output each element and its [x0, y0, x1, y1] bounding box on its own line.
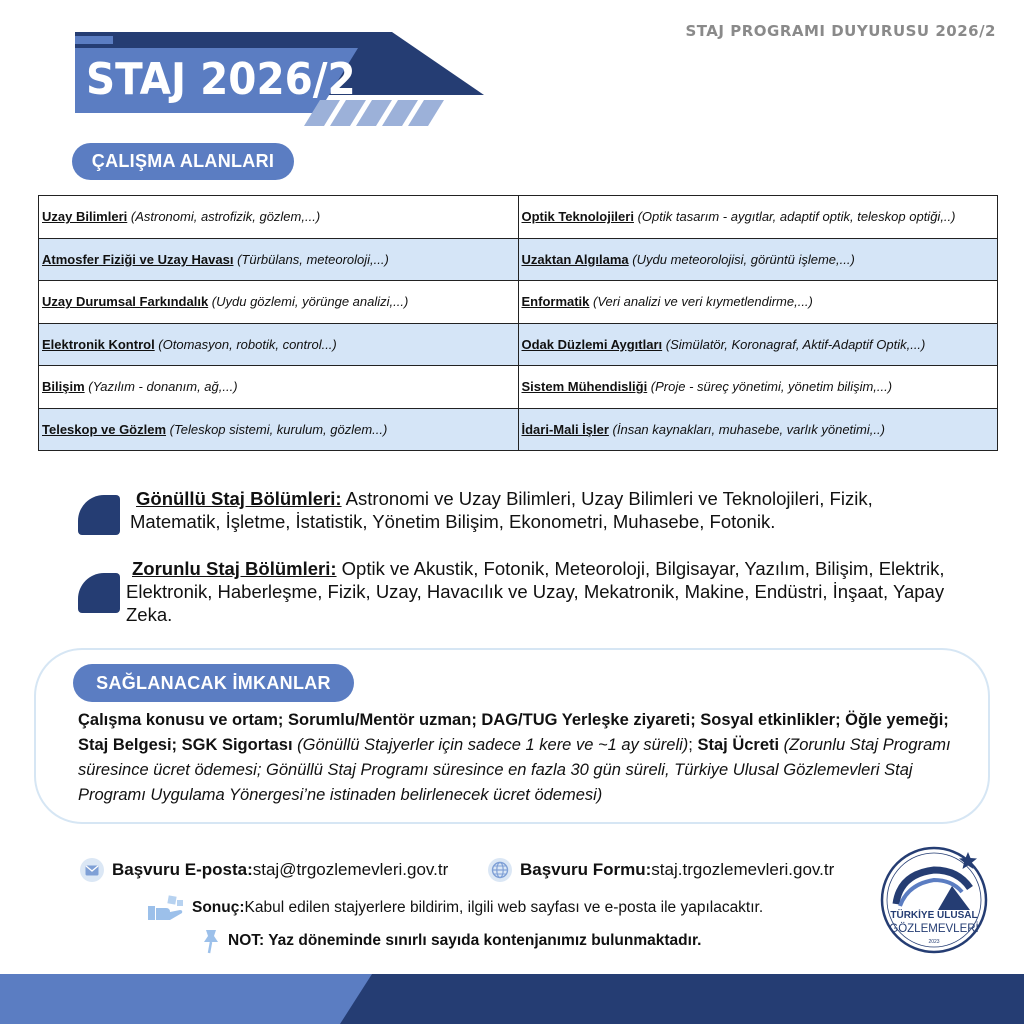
voluntary-list: Astronomi ve Uzay Bilimleri, Uzay Bilimleri ve Teknolojileri, Fizik, Matematik, İşletme, İstatistik, Yönetim Bilişim, Ekonometri, Muhasebe, Fotonik. [130, 488, 873, 532]
area-title: Optik Teknolojileri [521, 209, 634, 225]
mail-icon [80, 858, 104, 882]
area-title: Uzaktan Algılama [521, 251, 629, 267]
benefits-bold-1: Çalışma konusu ve ortam; Sorumlu/Mentör uzman; DAG/TUG Yerleşke ziyareti; Sosyal etkinlikler; Öğle yemeği; Staj Belgesi; SGK Sigortası [78, 711, 949, 754]
logo-text-2: GÖZLEMEVLERİ [889, 923, 979, 935]
email-label: Başvuru E-posta: [112, 860, 253, 879]
email-row [80, 858, 448, 882]
voluntary-text [78, 487, 958, 533]
pushpin-icon [200, 928, 222, 954]
area-description: (Proje - süreç yönetimi, yönetim bilişim,...) [647, 379, 893, 395]
area-title: Odak Düzlemi Aygıtları [521, 336, 663, 352]
voluntary-title: Gönüllü Staj Bölümleri: [136, 488, 342, 509]
banner-accent-bar [75, 36, 113, 44]
areas-row [39, 238, 998, 281]
benefits-pill: SAĞLANACAK İMKANLAR [73, 664, 354, 702]
mandatory-text [78, 557, 958, 626]
area-title: Elektronik Kontrol [42, 336, 155, 352]
voluntary-departments [78, 487, 958, 533]
area-cell [518, 323, 998, 366]
area-description: (Türbülans, meteoroloji,...) [233, 251, 389, 267]
area-description: (Otomasyon, robotik, control...) [154, 336, 337, 352]
areas-table [38, 195, 998, 451]
area-title: İdari-Mali İşler [521, 421, 609, 437]
area-cell [39, 408, 519, 451]
note-row [200, 928, 701, 954]
form-label: Başvuru Formu: [520, 860, 652, 879]
bottom-bar [0, 974, 1024, 1024]
area-title: Sistem Mühendisliği [521, 379, 648, 395]
announcement-title: STAJ PROGRAMI DUYURUSU 2026/2 [685, 22, 996, 40]
areas-row [39, 323, 998, 366]
area-cell [518, 238, 998, 281]
area-cell [39, 281, 519, 324]
areas-row [39, 196, 998, 239]
logo-text-1: TÜRKİYE ULUSAL [890, 910, 978, 921]
area-title: Atmosfer Fiziği ve Uzay Havası [42, 251, 234, 267]
area-cell [518, 281, 998, 324]
mandatory-departments [78, 557, 958, 626]
area-cell [39, 196, 519, 239]
areas-row [39, 408, 998, 451]
banner-title: STAJ 2026/2 [86, 54, 356, 105]
mandatory-list: Optik ve Akustik, Fotonik, Meteoroloji, Bilgisayar, Yazılım, Bilişim, Elektrik, Elektronik, Haberleşme, Fizik, Uzay, Havacılık ve Uzay, Mekatronik, Makine, Endüstri, İnşaat, Yapay Zeka. [126, 558, 945, 625]
area-cell [518, 408, 998, 451]
benefits-semicolon: ; [688, 736, 693, 754]
area-title: Enformatik [521, 294, 590, 310]
area-description: (İnsan kaynakları, muhasebe, varlık yönetimi,..) [608, 421, 885, 437]
form-row [488, 858, 834, 882]
area-description: (Simülatör, Koronagraf, Aktif-Adaptif Optik,...) [662, 336, 926, 352]
area-title: Bilişim [42, 379, 85, 395]
area-description: (Uydu gözlemi, yörünge analizi,...) [208, 294, 409, 310]
hand-icon [146, 894, 186, 922]
mandatory-title: Zorunlu Staj Bölümleri: [132, 558, 337, 579]
logo-year: 2023 [928, 939, 940, 945]
area-title: Uzay Bilimleri [42, 209, 128, 225]
area-cell [39, 238, 519, 281]
areas-row [39, 281, 998, 324]
header-banner [0, 0, 520, 140]
email-link[interactable]: staj@trgozlemevleri.gov.tr [252, 860, 449, 879]
area-description: (Optik tasarım - aygıtlar, adaptif optik, teleskop optiği,..) [633, 209, 956, 225]
areas-row [39, 366, 998, 409]
area-cell [39, 366, 519, 409]
areas-pill: ÇALIŞMA ALANLARI [72, 143, 294, 180]
result-row [146, 894, 763, 922]
result-text: Kabul edilen stajyerlere bildirim, ilgili web sayfası ve e-posta ile yapılacaktır. [244, 899, 764, 916]
benefits-bold-2: Staj Ücreti [692, 736, 780, 754]
area-title: Teleskop ve Gözlem [42, 421, 167, 437]
area-description: (Astronomi, astrofizik, gözlem,...) [127, 209, 321, 225]
benefits-italic-2: (Zorunlu Staj Programı süresince ücret ödemesi; Gönüllü Staj Programı süresince en fazla 30 gün süreli, Türkiye Ulusal Gözlemevleri Staj Programı Uygulama Yönergesi’ne istinaden belirlenecek ücret ödemesi) [78, 736, 951, 804]
globe-icon [488, 858, 512, 882]
area-description: (Uydu meteorolojisi, görüntü işleme,...) [628, 251, 855, 267]
area-cell [518, 196, 998, 239]
area-description: (Veri analizi ve veri kıymetlendirme,...) [589, 294, 813, 310]
area-cell [39, 323, 519, 366]
note-text: NOT: Yaz döneminde sınırlı sayıda kontenjanımız bulunmaktadır. [228, 932, 702, 949]
area-title: Uzay Durumsal Farkındalık [42, 294, 209, 310]
benefits-italic-1: (Gönüllü Stajyerler için sadece 1 kere ve ~1 ay süreli) [292, 736, 689, 754]
form-link[interactable]: staj.trgozlemevleri.gov.tr [651, 860, 835, 879]
observatory-logo [878, 844, 990, 956]
area-cell [518, 366, 998, 409]
result-label: Sonuç: [192, 899, 245, 916]
benefits-text [78, 708, 958, 808]
area-description: (Teleskop sistemi, kurulum, gözlem...) [166, 421, 388, 437]
area-description: (Yazılım - donanım, ağ,...) [84, 379, 238, 395]
